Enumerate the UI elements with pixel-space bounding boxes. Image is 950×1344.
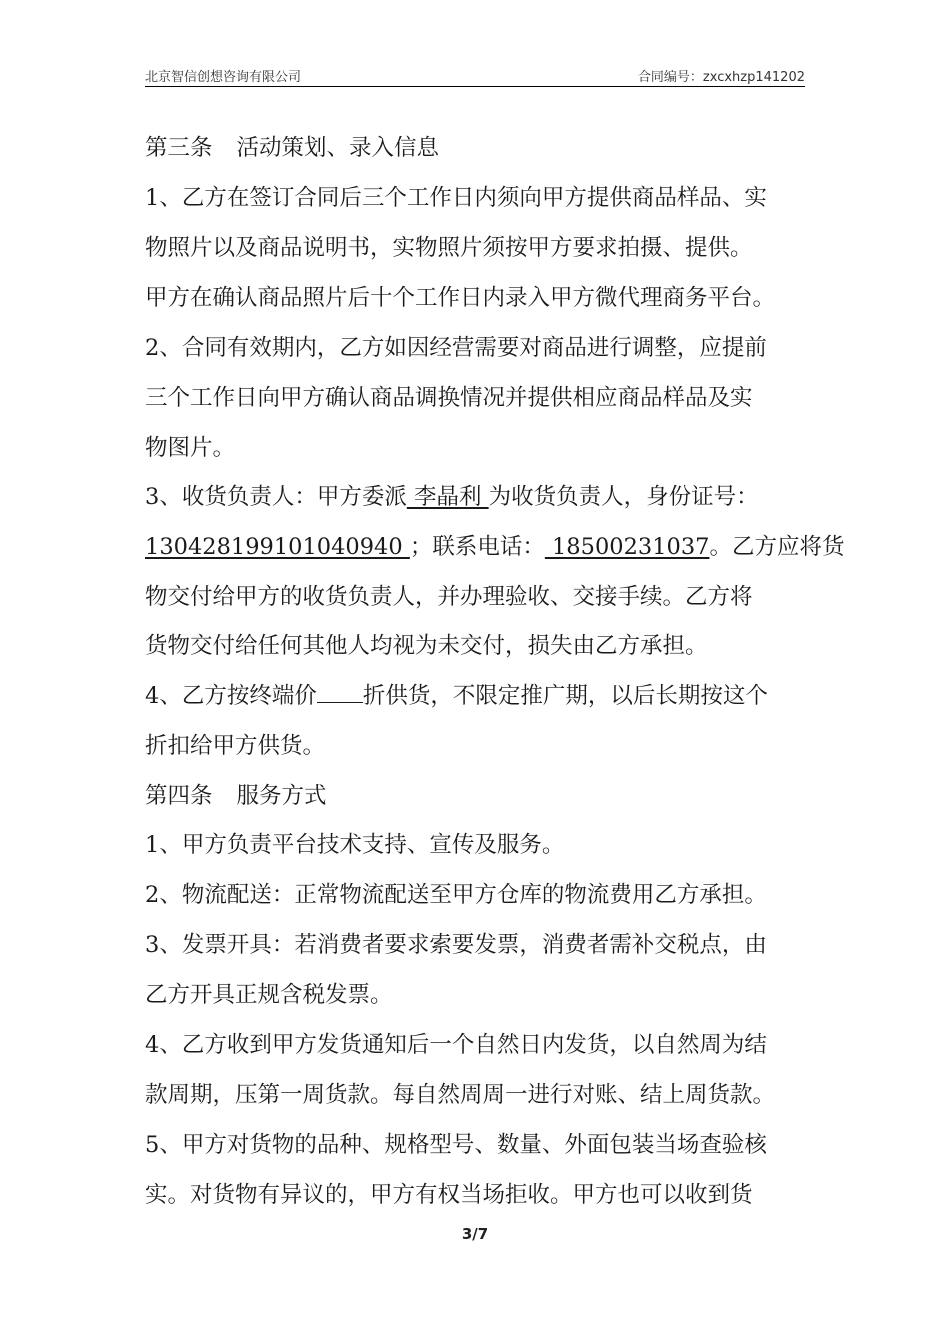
page-number [0,1225,950,1243]
contract-no: zxcxhzp141202 [702,70,805,85]
article3-heading-num: 第三条 [145,135,213,161]
article4-p5-line2: 实。对货物有异议的，甲方有权当场拒收。甲方也可以收到货 [145,1182,753,1208]
receiver-id-number: 130428199101040940 [145,534,410,560]
company-name: 北京智信创想咨询有限公司 [145,70,302,85]
article3-p4-line1 [145,681,815,711]
article3-p3-line3: 物交付给甲方的收货负责人，并办理验收、交接手续。乙方将 [145,584,753,610]
article3-p2-line1: 2、合同有效期内，乙方如因经营需要对商品进行调整，应提前 [145,335,767,361]
article4-heading [145,781,815,811]
article4-p5-line1: 5、甲方对货物的品种、规格型号、数量、外面包装当场查验核 [145,1132,767,1158]
current-page: 3 [461,1225,473,1243]
discount-blank [317,682,363,703]
p3-line2-text-b: 。乙方应将货 [709,534,845,560]
contract-number [638,66,805,85]
article4-p2: 2、物流配送：正常物流配送至甲方仓库的物流费用乙方承担。 [145,882,767,908]
article3-p4-line2: 折扣给甲方供货。 [145,733,326,759]
article4-p3-line2: 乙方开具正规含税发票。 [145,982,393,1008]
article3-p3-line4: 货物交付给任何其他人均视为未交付，损失由乙方承担。 [145,633,708,659]
article3-p2-line3: 物图片。 [145,435,236,461]
article4-p4-line2: 款周期，压第一周货款。每自然周周一进行对账、结上周货款。 [145,1082,776,1108]
receiver-name: 李晶利 [406,484,489,510]
article4-heading-num: 第四条 [145,783,213,809]
article3-heading [145,133,815,163]
article4-p3-line1: 3、发票开具：若消费者要求索要发票，消费者需补交税点，由 [145,932,767,958]
article3-p1-line2: 物照片以及商品说明书，实物照片须按甲方要求拍摄、提供。 [145,235,753,261]
article3-p3-line1 [145,482,815,512]
p3-line2-text-a: ；联系电话： [409,534,545,560]
p4-line1-text-a: 4、乙方按终端价 [145,683,317,709]
contract-label: 合同编号： [637,70,703,85]
article3-p2-line2: 三个工作日向甲方确认商品调换情况并提供相应商品样品及实 [145,385,753,411]
page-separator: / [472,1225,478,1243]
p3-line1-text-a: 3、收货负责人：甲方委派 [145,484,407,510]
article3-p3-line2 [145,532,845,562]
article3-p1-line1: 1、乙方在签订合同后三个工作日内须向甲方提供商品样品、实 [145,185,767,211]
article3-p1-line3: 甲方在确认商品照片后十个工作日内录入甲方微代理商务平台。 [145,285,776,311]
page-header [145,64,805,87]
total-pages: 7 [477,1225,489,1243]
p3-line1-text-b: 为收货负责人，身份证号： [488,484,759,510]
receiver-phone: 18500231037 [544,534,710,560]
p4-line1-text-b: 折供货，不限定推广期，以后长期按这个 [362,683,768,709]
article3-heading-title: 活动策划、录入信息 [236,135,440,161]
article4-p1: 1、甲方负责平台技术支持、宣传及服务。 [145,832,565,858]
article4-heading-title: 服务方式 [236,783,327,809]
article4-p4-line1: 4、乙方收到甲方发货通知后一个自然日内发货，以自然周为结 [145,1032,767,1058]
